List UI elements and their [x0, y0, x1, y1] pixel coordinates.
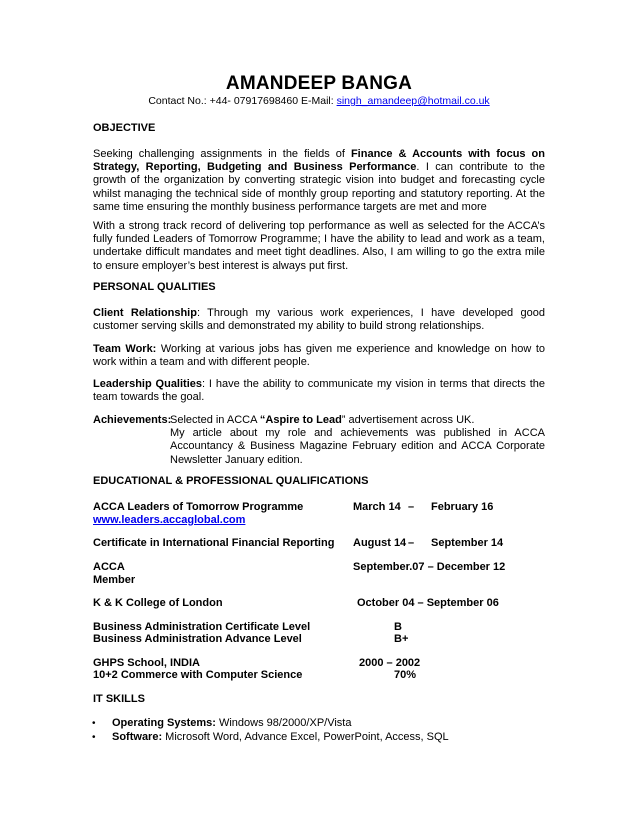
- leadership-paragraph: [93, 378, 545, 404]
- skill-entry: [112, 717, 351, 731]
- list-item: [93, 731, 545, 745]
- skill-label: Operating Systems:: [112, 717, 216, 729]
- objective-paragraph-1: [93, 148, 545, 214]
- team-work-text: Working at various jobs has given me experience and knowledge on how to work within a team and with different people.: [93, 343, 545, 369]
- personal-qualities-heading: PERSONAL QUALITIES: [93, 281, 216, 293]
- client-relationship-label: Client Relationship: [93, 307, 197, 319]
- achievement-1-highlight: “Aspire to Lead: [259, 414, 342, 426]
- achievement-1-rest: ” advertisement across UK.: [341, 414, 475, 426]
- qualification-school: GHPS School, INDIA: [93, 657, 200, 669]
- qualification-dates-from: March 14: [353, 501, 401, 513]
- qualification-dates: 2000 – 2002: [359, 657, 421, 669]
- qualification-college: K & K College of London: [93, 597, 223, 609]
- candidate-name: AMANDEEP BANGA: [225, 73, 413, 94]
- achievements-list: [170, 414, 545, 467]
- objective-text: Seeking challenging assignments in the fields of: [93, 148, 351, 160]
- qualification-dates: September.07 – December 12: [353, 561, 506, 573]
- objective-focus: Finance & Accounts with focus on Strategy, Reporting, Budgeting and Business Performance: [93, 148, 545, 174]
- bullet-icon: •: [92, 731, 96, 743]
- skill-entry: [112, 731, 449, 745]
- achievements-label: Achievements:: [93, 414, 172, 426]
- team-work-paragraph: [93, 343, 545, 369]
- achievement-1-text: Selected in ACCA: [170, 414, 260, 426]
- leaders-website-link[interactable]: www.leaders.accaglobal.com: [93, 514, 246, 526]
- skill-label: Software:: [112, 730, 163, 743]
- achievement-2: My article about my role and achievements was published in ACCA Accountancy & Business Magazine February edition and ACCA Corporate Newsletter January edition.: [170, 427, 545, 466]
- team-work-label: Team Work:: [93, 343, 157, 355]
- leadership-text: : I have the ability to communicate my vision in terms that directs the team towards the goal.: [93, 378, 546, 404]
- contact-details: Contact No.: +44- 07917698460 E-Mail:: [148, 95, 337, 107]
- qualification-acca-leaders: [93, 501, 303, 527]
- qualification-ba-advance: Business Administration Advance Level: [93, 633, 302, 645]
- qualification-grade: B+: [394, 633, 409, 645]
- bullet-icon: •: [92, 718, 96, 729]
- qualification-acca: [93, 561, 135, 587]
- qualification-ifr-certificate: Certificate in International Financial Reporting: [93, 537, 335, 549]
- leadership-label: Leadership Qualities: [93, 378, 203, 390]
- list-item: [93, 717, 545, 731]
- qualification-dates: October 04 – September 06: [357, 597, 499, 609]
- client-relationship-paragraph: [93, 307, 545, 333]
- email-link[interactable]: singh_amandeep@hotmail.co.uk: [336, 95, 490, 107]
- qualification-title: ACCA: [93, 561, 125, 573]
- objective-paragraph-2: With a strong track record of delivering top performance as well as selected for the ACCA’s fully funded Leaders of Tomorrow Programme; I have the ability to lead and work as a team, undertake difficult mandates and meet tight deadlines. Also, I am willing to go the extra mile to ensure employer’s best interest is always put first.: [93, 220, 545, 272]
- achievement-1: [170, 414, 545, 427]
- qualification-dates-dash: –: [408, 537, 415, 549]
- skill-text: Windows 98/2000/XP/Vista: [215, 717, 352, 729]
- qualification-commerce: 10+2 Commerce with Computer Science: [93, 669, 303, 681]
- qualification-title: ACCA Leaders of Tomorrow Programme: [93, 501, 304, 513]
- objective-text-rest: . I can contribute to the growth of the organization by converting strategic vision into budget and forecasting cycle whilst managing the technical side of monthly group reporting and statutory reporting. At the same time ensuring the monthly business performance targets are met and more: [93, 161, 545, 213]
- skill-text: Microsoft Word, Advance Excel, PowerPoint, Access, SQL: [162, 730, 449, 743]
- qualification-grade: B: [394, 621, 402, 633]
- contact-line: [93, 95, 545, 107]
- education-heading: EDUCATIONAL & PROFESSIONAL QUALIFICATIONS: [93, 475, 369, 487]
- client-relationship-text: : Through my various work experiences, I have developed good customer serving skills and demonstrated my ability to build strong relationships.: [93, 307, 545, 333]
- qualification-subtitle: Member: [93, 574, 136, 586]
- qualification-dates-to: September 14: [431, 537, 504, 549]
- objective-heading: OBJECTIVE: [93, 122, 156, 134]
- qualification-grade: 70%: [394, 669, 417, 681]
- it-skills-list: [93, 717, 545, 744]
- qualification-dates-dash: –: [408, 501, 415, 513]
- qualification-dates-from: August 14: [353, 537, 407, 549]
- it-skills-heading: IT SKILLS: [93, 693, 145, 705]
- qualification-dates-to: February 16: [431, 501, 494, 513]
- qualification-ba-certificate: Business Administration Certificate Level: [93, 621, 311, 633]
